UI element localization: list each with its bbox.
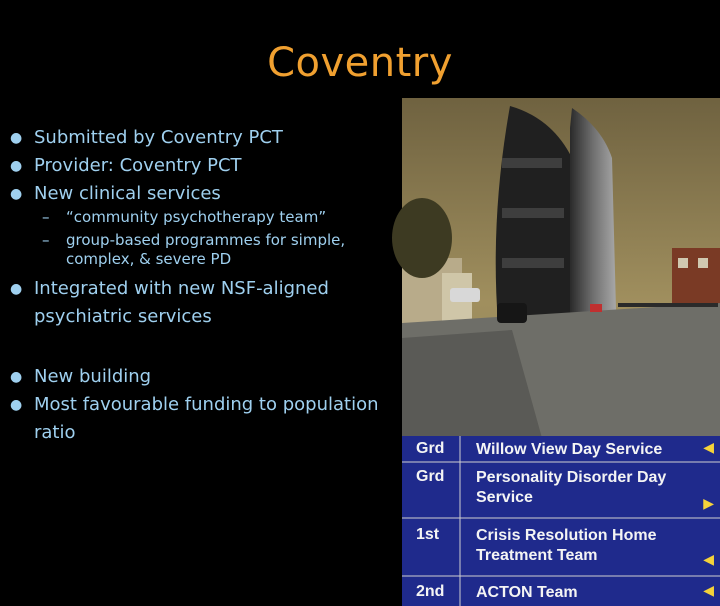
- dash-icon: –: [42, 231, 50, 249]
- bullet-icon: ●: [10, 158, 23, 174]
- bullet-text: New building: [34, 366, 152, 387]
- sign-destination: Willow View Day Service: [476, 441, 663, 458]
- sign-destination: Personality Disorder Day Service: [476, 469, 667, 506]
- bullet-icon: ●: [10, 369, 23, 385]
- bullet-text: Most favourable funding to population ratio: [34, 394, 379, 443]
- sub-bullet-item: [0, 208, 395, 227]
- bullet-item: [0, 124, 395, 152]
- bullet-icon: ●: [10, 281, 23, 297]
- sign-level: 2nd: [416, 583, 445, 600]
- bullet-icon: ●: [10, 186, 23, 202]
- bullet-item: [0, 152, 395, 180]
- building-photo: [402, 98, 720, 601]
- bullet-icon: ●: [10, 397, 23, 413]
- bullet-text: Submitted by Coventry PCT: [34, 127, 283, 148]
- sign-level: 1st: [416, 526, 440, 543]
- sign-level: Grd: [416, 440, 445, 457]
- sub-bullet-item: [0, 231, 395, 269]
- dash-icon: –: [42, 208, 50, 226]
- bullet-text: New clinical services: [34, 183, 221, 204]
- bullet-text: Integrated with new NSF-aligned psychiatric services: [34, 278, 329, 327]
- bullet-item: [0, 391, 395, 447]
- sign-destination: ACTON Team: [476, 584, 578, 601]
- sign-destination: Crisis Resolution Home Treatment Team: [476, 527, 657, 564]
- sub-bullet-text: group-based programmes for simple, complex, & severe PD: [66, 231, 346, 268]
- sign-panel: [402, 436, 720, 606]
- bullet-item: [0, 180, 395, 208]
- triangle-left-icon: ◀: [703, 440, 714, 456]
- direction-sign: [402, 436, 720, 606]
- triangle-right-icon: ▶: [703, 496, 714, 512]
- bullet-icon: ●: [10, 130, 23, 146]
- triangle-left-icon: ◀: [703, 583, 714, 599]
- bullet-text: Provider: Coventry PCT: [34, 155, 242, 176]
- sub-bullet-text: “community psychotherapy team”: [66, 208, 327, 226]
- triangle-left-icon: ◀: [703, 552, 714, 568]
- bullet-item: [0, 363, 395, 391]
- bullet-list: [0, 124, 395, 447]
- bullet-item: [0, 275, 395, 331]
- building-illustration: [402, 98, 720, 438]
- sign-level: Grd: [416, 468, 445, 485]
- slide-title: Coventry: [267, 40, 453, 86]
